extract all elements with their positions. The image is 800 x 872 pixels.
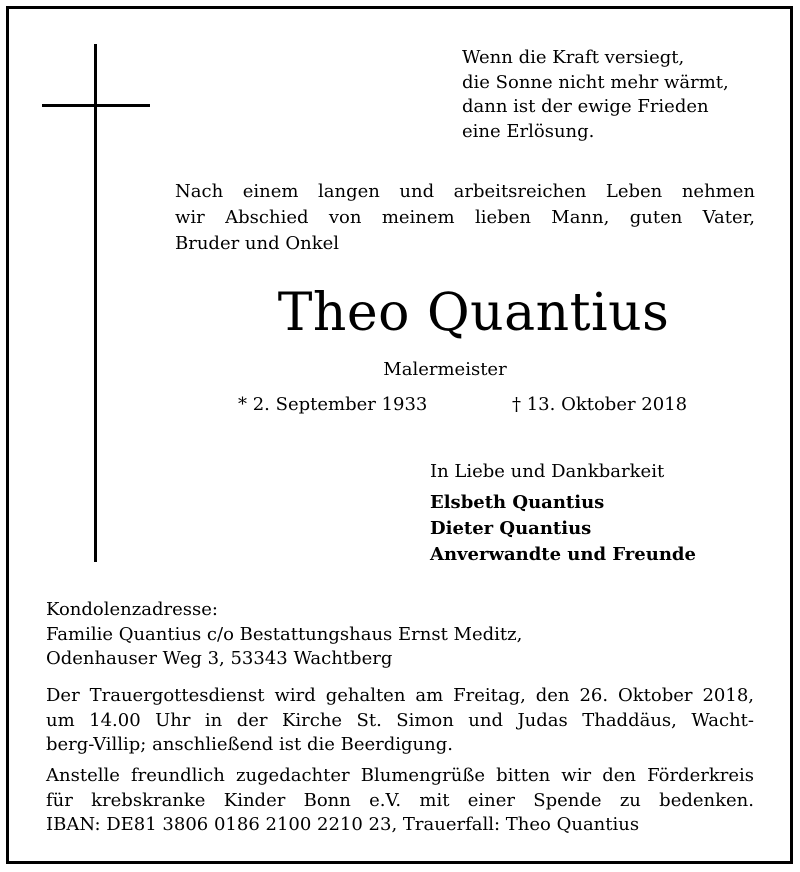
- poem-line: eine Erlösung.: [462, 120, 595, 142]
- service-line: berg-Villip; anschließend ist die Beerdigung.: [46, 734, 453, 755]
- poem-line: dann ist der ewige Frieden: [462, 96, 709, 117]
- deceased-name: Theo Quantius: [277, 283, 670, 343]
- cross-icon-bar: [42, 104, 150, 107]
- cross-icon: [94, 44, 97, 562]
- intro-line: Bruder und Onkel: [175, 233, 340, 254]
- mourner-name: Dieter Quantius: [430, 518, 592, 539]
- mourner-name: Anverwandte und Freunde: [430, 544, 696, 565]
- donation-info: [46, 764, 754, 838]
- poem: [462, 46, 729, 144]
- address-line: Familie Quantius c/o Bestattungshaus Ernst Meditz,: [46, 623, 523, 645]
- intro-line: Nach einem langen und arbeitsreichen Leben nehmen: [175, 181, 755, 202]
- address-line: Kondolenzadresse:: [46, 599, 218, 620]
- donation-line: für krebskranke Kinder Bonn e.V. mit einer Spende zu bedenken.: [46, 789, 754, 811]
- deceased-occupation: Malermeister: [383, 359, 507, 380]
- death-date: † 13. Oktober 2018: [512, 394, 688, 415]
- service-line: Der Trauergottesdienst wird gehalten am Freitag, den 26. Oktober 2018,: [46, 685, 754, 706]
- service-line: um 14.00 Uhr in der Kirche St. Simon und Judas Thaddäus, Wacht-: [46, 709, 754, 731]
- birth-date: * 2. September 1933: [238, 394, 428, 415]
- intro-line: wir Abschied von meinem lieben Mann, guten Vater,: [175, 207, 755, 228]
- mourners-list: [430, 490, 696, 568]
- mourner-name: Elsbeth Quantius: [430, 492, 605, 513]
- poem-line: Wenn die Kraft versiegt,: [462, 47, 685, 68]
- address-line: Odenhauser Weg 3, 53343 Wachtberg: [46, 648, 393, 669]
- intro-text: [175, 179, 755, 257]
- poem-line: die Sonne nicht mehr wärmt,: [462, 71, 729, 93]
- mourners-intro: In Liebe und Dankbarkeit: [430, 461, 665, 482]
- condolence-address: [46, 598, 522, 672]
- donation-line: Anstelle freundlich zugedachter Blumengrüße bitten wir den Förderkreis: [46, 765, 754, 786]
- service-info: [46, 684, 754, 758]
- donation-line: IBAN: DE81 3806 0186 2100 2210 23, Trauerfall: Theo Quantius: [46, 814, 640, 835]
